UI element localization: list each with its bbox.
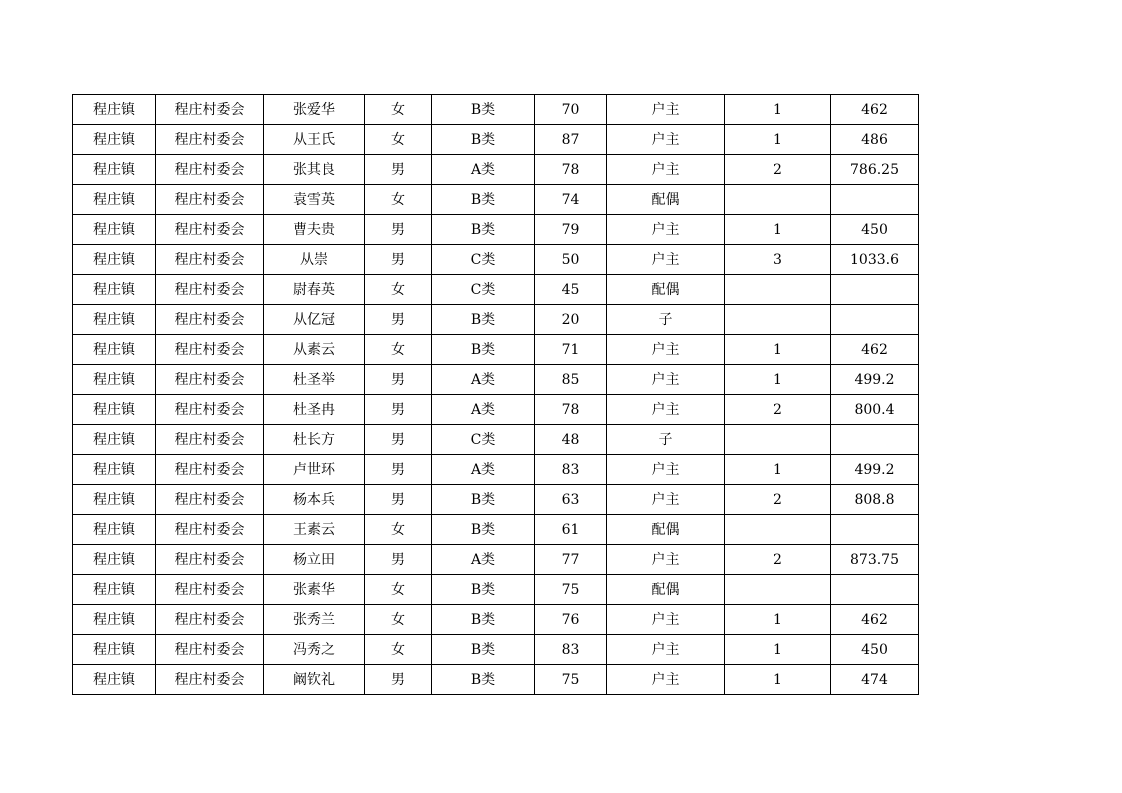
amount-cell — [831, 185, 919, 215]
village-committee-cell: 程庄村委会 — [156, 455, 264, 485]
age-cell: 75 — [535, 665, 607, 695]
age-cell: 75 — [535, 575, 607, 605]
town-cell: 程庄镇 — [73, 635, 156, 665]
town-cell: 程庄镇 — [73, 395, 156, 425]
category-cell: C类 — [432, 275, 535, 305]
name-cell: 曹夫贵 — [264, 215, 365, 245]
village-committee-cell: 程庄村委会 — [156, 365, 264, 395]
age-cell: 87 — [535, 125, 607, 155]
gender-cell: 女 — [365, 575, 432, 605]
household-count-cell: 2 — [725, 545, 831, 575]
table-row — [73, 305, 919, 335]
table-row — [73, 455, 919, 485]
category-cell: A类 — [432, 365, 535, 395]
amount-cell: 462 — [831, 335, 919, 365]
town-cell: 程庄镇 — [73, 275, 156, 305]
age-cell: 74 — [535, 185, 607, 215]
household-count-cell: 3 — [725, 245, 831, 275]
gender-cell: 男 — [365, 365, 432, 395]
name-cell: 杜长方 — [264, 425, 365, 455]
amount-cell: 499.2 — [831, 365, 919, 395]
category-cell: A类 — [432, 395, 535, 425]
amount-cell — [831, 575, 919, 605]
household-count-cell: 1 — [725, 365, 831, 395]
household-count-cell: 2 — [725, 395, 831, 425]
category-cell: B类 — [432, 635, 535, 665]
amount-cell: 462 — [831, 605, 919, 635]
name-cell: 尉春英 — [264, 275, 365, 305]
village-committee-cell: 程庄村委会 — [156, 545, 264, 575]
relation-cell: 户主 — [607, 365, 725, 395]
household-count-cell — [725, 185, 831, 215]
village-committee-cell: 程庄村委会 — [156, 485, 264, 515]
category-cell: A类 — [432, 155, 535, 185]
town-cell: 程庄镇 — [73, 575, 156, 605]
name-cell: 从王氏 — [264, 125, 365, 155]
table-row — [73, 515, 919, 545]
household-count-cell: 2 — [725, 485, 831, 515]
gender-cell: 男 — [365, 545, 432, 575]
table-row — [73, 395, 919, 425]
relation-cell: 子 — [607, 425, 725, 455]
town-cell: 程庄镇 — [73, 515, 156, 545]
amount-cell: 486 — [831, 125, 919, 155]
gender-cell: 女 — [365, 125, 432, 155]
data-table — [72, 94, 919, 695]
category-cell: B类 — [432, 485, 535, 515]
village-committee-cell: 程庄村委会 — [156, 275, 264, 305]
town-cell: 程庄镇 — [73, 545, 156, 575]
town-cell: 程庄镇 — [73, 305, 156, 335]
age-cell: 63 — [535, 485, 607, 515]
relation-cell: 户主 — [607, 335, 725, 365]
age-cell: 83 — [535, 455, 607, 485]
category-cell: B类 — [432, 665, 535, 695]
gender-cell: 男 — [365, 485, 432, 515]
name-cell: 从崇 — [264, 245, 365, 275]
gender-cell: 女 — [365, 635, 432, 665]
table-row — [73, 635, 919, 665]
amount-cell — [831, 305, 919, 335]
household-count-cell: 1 — [725, 215, 831, 245]
town-cell: 程庄镇 — [73, 425, 156, 455]
town-cell: 程庄镇 — [73, 665, 156, 695]
village-committee-cell: 程庄村委会 — [156, 335, 264, 365]
category-cell: C类 — [432, 245, 535, 275]
table-row — [73, 425, 919, 455]
amount-cell: 450 — [831, 215, 919, 245]
household-count-cell: 1 — [725, 455, 831, 485]
table-row — [73, 185, 919, 215]
household-count-cell: 1 — [725, 665, 831, 695]
relation-cell: 配偶 — [607, 575, 725, 605]
relation-cell: 户主 — [607, 125, 725, 155]
household-count-cell — [725, 305, 831, 335]
household-count-cell: 1 — [725, 635, 831, 665]
town-cell: 程庄镇 — [73, 95, 156, 125]
name-cell: 杨本兵 — [264, 485, 365, 515]
name-cell: 杜圣冉 — [264, 395, 365, 425]
town-cell: 程庄镇 — [73, 335, 156, 365]
relation-cell: 配偶 — [607, 185, 725, 215]
amount-cell: 808.8 — [831, 485, 919, 515]
age-cell: 20 — [535, 305, 607, 335]
age-cell: 85 — [535, 365, 607, 395]
age-cell: 70 — [535, 95, 607, 125]
village-committee-cell: 程庄村委会 — [156, 125, 264, 155]
relation-cell: 户主 — [607, 155, 725, 185]
town-cell: 程庄镇 — [73, 185, 156, 215]
name-cell: 袁雪英 — [264, 185, 365, 215]
name-cell: 卢世环 — [264, 455, 365, 485]
village-committee-cell: 程庄村委会 — [156, 575, 264, 605]
relation-cell: 户主 — [607, 485, 725, 515]
relation-cell: 子 — [607, 305, 725, 335]
age-cell: 61 — [535, 515, 607, 545]
village-committee-cell: 程庄村委会 — [156, 305, 264, 335]
amount-cell: 1033.6 — [831, 245, 919, 275]
name-cell: 杜圣举 — [264, 365, 365, 395]
amount-cell: 462 — [831, 95, 919, 125]
amount-cell: 873.75 — [831, 545, 919, 575]
table-row — [73, 365, 919, 395]
category-cell: B类 — [432, 575, 535, 605]
age-cell: 71 — [535, 335, 607, 365]
village-committee-cell: 程庄村委会 — [156, 425, 264, 455]
table-row — [73, 155, 919, 185]
category-cell: B类 — [432, 335, 535, 365]
gender-cell: 女 — [365, 275, 432, 305]
household-count-cell — [725, 425, 831, 455]
town-cell: 程庄镇 — [73, 215, 156, 245]
category-cell: B类 — [432, 605, 535, 635]
relation-cell: 户主 — [607, 455, 725, 485]
village-committee-cell: 程庄村委会 — [156, 155, 264, 185]
amount-cell: 474 — [831, 665, 919, 695]
category-cell: B类 — [432, 305, 535, 335]
town-cell: 程庄镇 — [73, 155, 156, 185]
town-cell: 程庄镇 — [73, 605, 156, 635]
age-cell: 78 — [535, 395, 607, 425]
relation-cell: 户主 — [607, 605, 725, 635]
relation-cell: 户主 — [607, 545, 725, 575]
town-cell: 程庄镇 — [73, 485, 156, 515]
household-count-cell: 2 — [725, 155, 831, 185]
table-row — [73, 665, 919, 695]
gender-cell: 男 — [365, 245, 432, 275]
amount-cell: 800.4 — [831, 395, 919, 425]
name-cell: 阚钦礼 — [264, 665, 365, 695]
household-count-cell — [725, 515, 831, 545]
gender-cell: 男 — [365, 395, 432, 425]
category-cell: B类 — [432, 215, 535, 245]
relation-cell: 配偶 — [607, 515, 725, 545]
village-committee-cell: 程庄村委会 — [156, 95, 264, 125]
household-count-cell: 1 — [725, 605, 831, 635]
age-cell: 48 — [535, 425, 607, 455]
category-cell: A类 — [432, 455, 535, 485]
amount-cell: 499.2 — [831, 455, 919, 485]
age-cell: 83 — [535, 635, 607, 665]
name-cell: 从素云 — [264, 335, 365, 365]
gender-cell: 男 — [365, 425, 432, 455]
village-committee-cell: 程庄村委会 — [156, 515, 264, 545]
gender-cell: 男 — [365, 305, 432, 335]
category-cell: B类 — [432, 185, 535, 215]
relation-cell: 户主 — [607, 245, 725, 275]
household-count-cell: 1 — [725, 95, 831, 125]
gender-cell: 女 — [365, 185, 432, 215]
table-row — [73, 275, 919, 305]
category-cell: C类 — [432, 425, 535, 455]
name-cell: 杨立田 — [264, 545, 365, 575]
category-cell: B类 — [432, 515, 535, 545]
table-row — [73, 485, 919, 515]
village-committee-cell: 程庄村委会 — [156, 395, 264, 425]
gender-cell: 男 — [365, 215, 432, 245]
town-cell: 程庄镇 — [73, 125, 156, 155]
age-cell: 77 — [535, 545, 607, 575]
name-cell: 从亿冠 — [264, 305, 365, 335]
gender-cell: 女 — [365, 605, 432, 635]
relation-cell: 户主 — [607, 95, 725, 125]
gender-cell: 男 — [365, 455, 432, 485]
amount-cell — [831, 425, 919, 455]
name-cell: 张其良 — [264, 155, 365, 185]
village-committee-cell: 程庄村委会 — [156, 245, 264, 275]
gender-cell: 男 — [365, 155, 432, 185]
table-row — [73, 215, 919, 245]
table-row — [73, 335, 919, 365]
age-cell: 79 — [535, 215, 607, 245]
category-cell: B类 — [432, 125, 535, 155]
age-cell: 50 — [535, 245, 607, 275]
age-cell: 76 — [535, 605, 607, 635]
category-cell: B类 — [432, 95, 535, 125]
relation-cell: 户主 — [607, 215, 725, 245]
village-committee-cell: 程庄村委会 — [156, 215, 264, 245]
relation-cell: 户主 — [607, 665, 725, 695]
gender-cell: 男 — [365, 665, 432, 695]
category-cell: A类 — [432, 545, 535, 575]
age-cell: 78 — [535, 155, 607, 185]
town-cell: 程庄镇 — [73, 455, 156, 485]
village-committee-cell: 程庄村委会 — [156, 185, 264, 215]
gender-cell: 女 — [365, 95, 432, 125]
village-committee-cell: 程庄村委会 — [156, 665, 264, 695]
gender-cell: 女 — [365, 515, 432, 545]
village-committee-cell: 程庄村委会 — [156, 635, 264, 665]
table-body — [73, 95, 919, 695]
village-committee-cell: 程庄村委会 — [156, 605, 264, 635]
name-cell: 张爱华 — [264, 95, 365, 125]
household-count-cell — [725, 275, 831, 305]
table-row — [73, 605, 919, 635]
town-cell: 程庄镇 — [73, 245, 156, 275]
relation-cell: 户主 — [607, 395, 725, 425]
name-cell: 王素云 — [264, 515, 365, 545]
household-count-cell — [725, 575, 831, 605]
household-count-cell: 1 — [725, 335, 831, 365]
household-count-cell: 1 — [725, 125, 831, 155]
name-cell: 冯秀之 — [264, 635, 365, 665]
relation-cell: 户主 — [607, 635, 725, 665]
town-cell: 程庄镇 — [73, 365, 156, 395]
age-cell: 45 — [535, 275, 607, 305]
amount-cell — [831, 515, 919, 545]
table-row — [73, 245, 919, 275]
gender-cell: 女 — [365, 335, 432, 365]
relation-cell: 配偶 — [607, 275, 725, 305]
name-cell: 张秀兰 — [264, 605, 365, 635]
table-row — [73, 575, 919, 605]
name-cell: 张素华 — [264, 575, 365, 605]
amount-cell — [831, 275, 919, 305]
table-row — [73, 125, 919, 155]
amount-cell: 450 — [831, 635, 919, 665]
table-row — [73, 545, 919, 575]
amount-cell: 786.25 — [831, 155, 919, 185]
table-row — [73, 95, 919, 125]
